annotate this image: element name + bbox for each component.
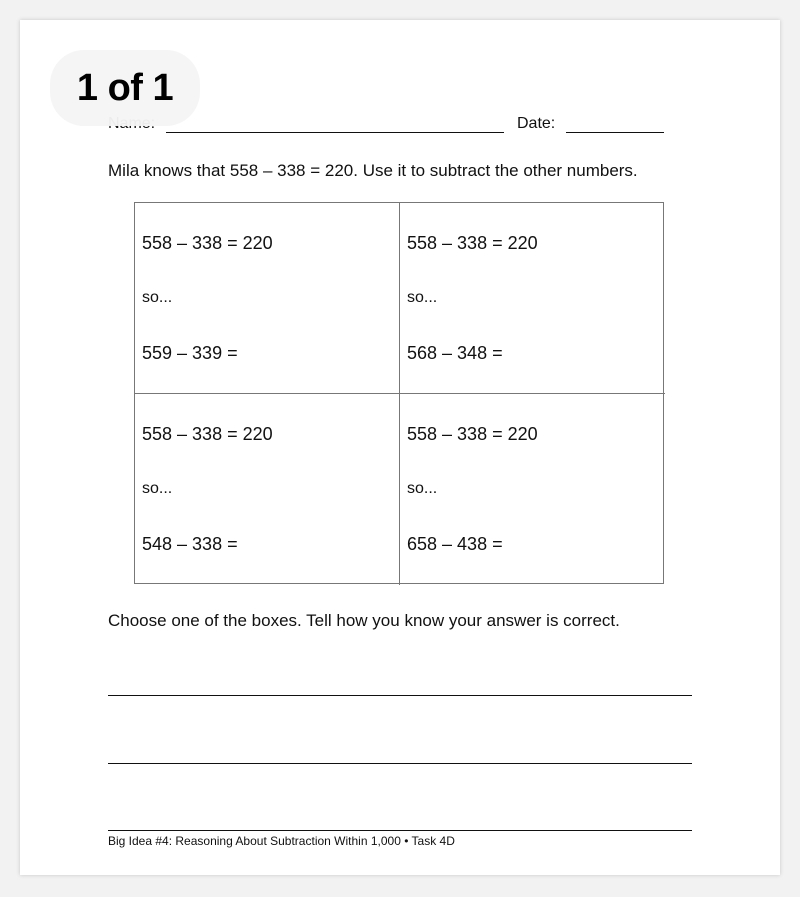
so-text: so... (142, 480, 173, 497)
problem-box (135, 394, 400, 585)
problem-box (135, 203, 400, 394)
header-row (108, 110, 668, 138)
problem-box (400, 203, 665, 394)
subtraction-problem: 559 – 339 = (142, 343, 238, 363)
footer-text: Big Idea #4: Reasoning About Subtraction Within 1,000 • Task 4D (108, 830, 692, 849)
so-text: so... (142, 289, 173, 306)
subtraction-problem: 548 – 338 = (142, 534, 238, 554)
given-equation: 558 – 338 = 220 (142, 424, 273, 444)
given-equation: 558 – 338 = 220 (407, 233, 538, 253)
date-label: Date: (517, 115, 556, 132)
explain-prompt: Choose one of the boxes. Tell how you know your answer is correct. (108, 611, 620, 630)
problem-grid (134, 202, 664, 584)
so-text: so... (407, 480, 438, 497)
name-blank-line (166, 132, 504, 133)
problem-box (400, 394, 665, 585)
answer-line (108, 695, 692, 696)
page-counter-badge: 1 of 1 (50, 50, 200, 126)
instruction-text: Mila knows that 558 – 338 = 220. Use it to subtract the other numbers. (108, 161, 638, 180)
given-equation: 558 – 338 = 220 (142, 233, 273, 253)
so-text: so... (407, 289, 438, 306)
subtraction-problem: 658 – 438 = (407, 534, 503, 554)
subtraction-problem: 568 – 348 = (407, 343, 503, 363)
answer-line (108, 763, 692, 764)
given-equation: 558 – 338 = 220 (407, 424, 538, 444)
date-blank-line (566, 132, 664, 133)
